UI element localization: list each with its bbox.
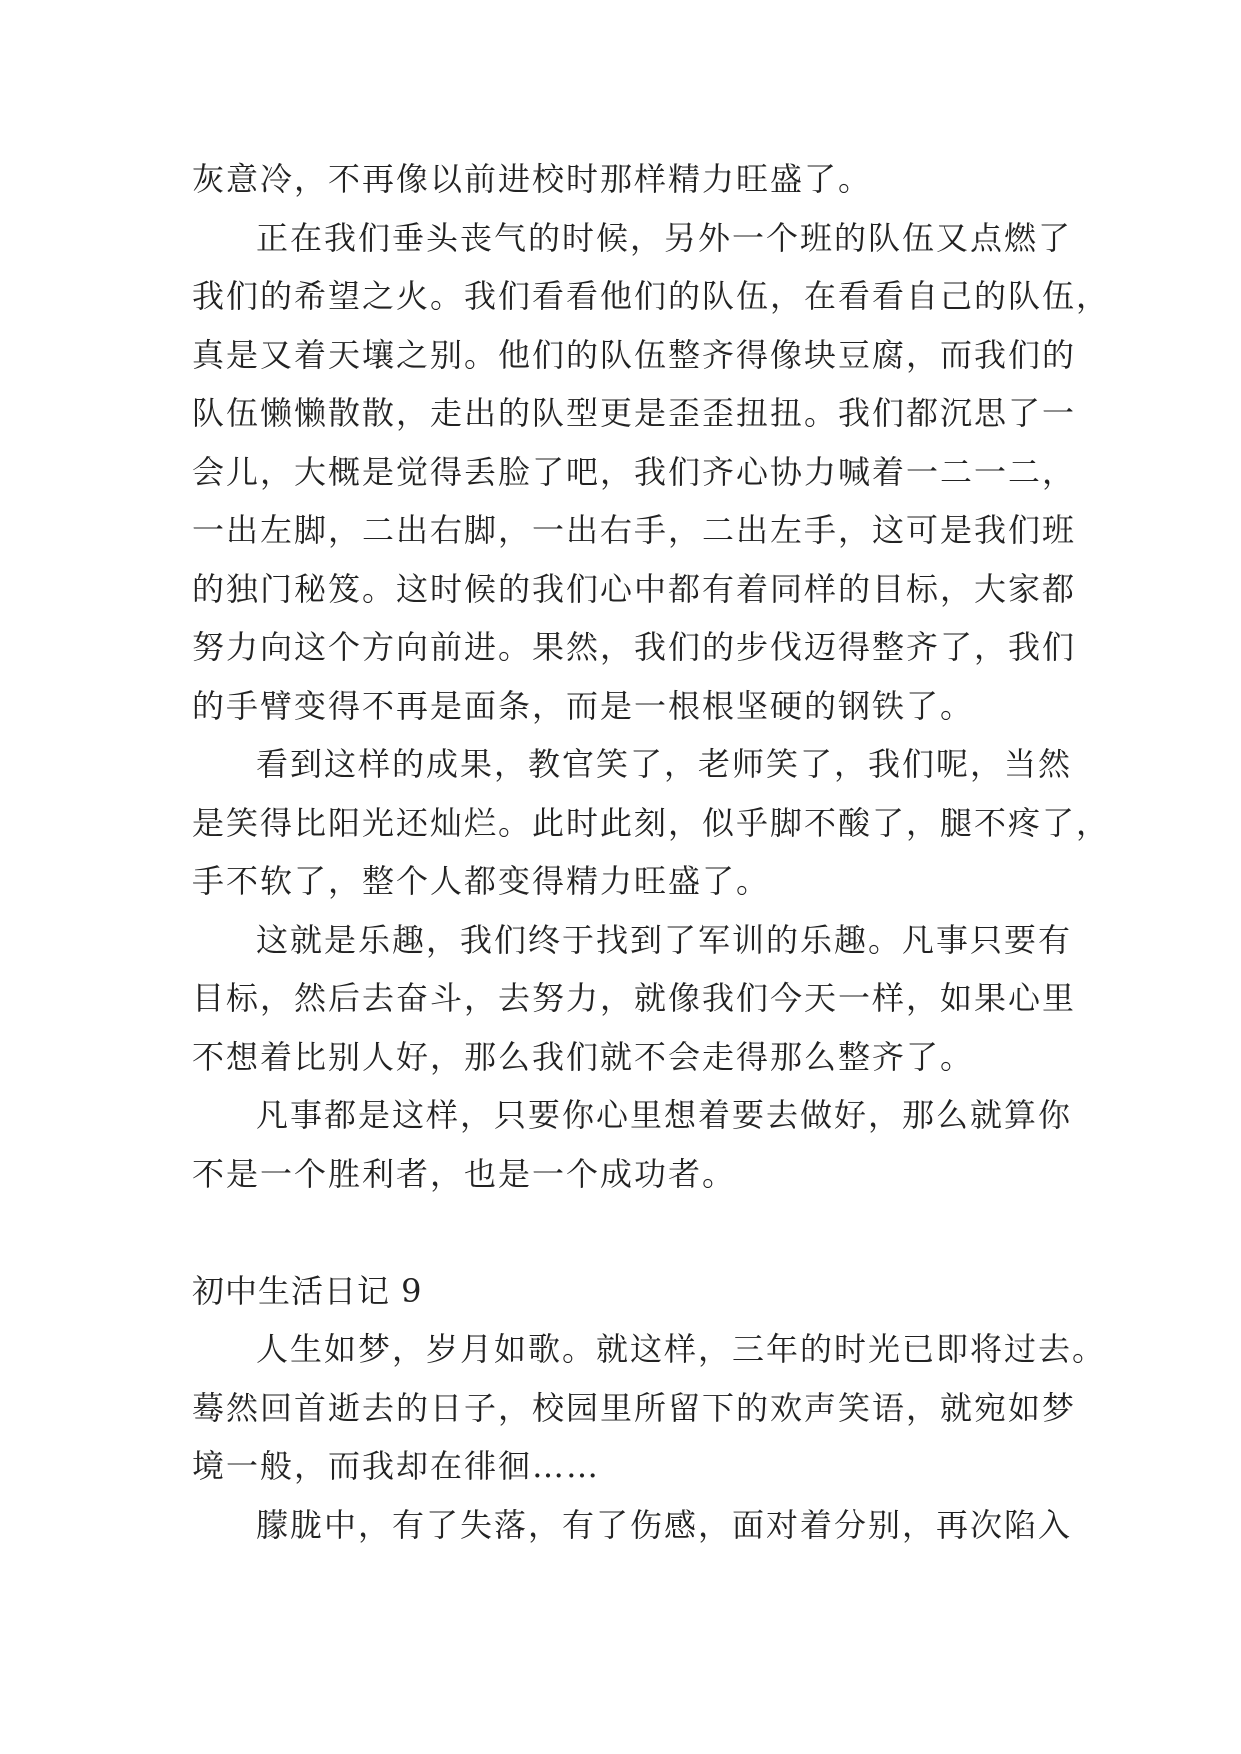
text-line: 手不软了，整个人都变得精力旺盛了。 (192, 862, 771, 900)
text-line: 不是一个胜利者，也是一个成功者。 (192, 1154, 737, 1193)
paragraph-first-line: 人生如梦，岁月如歌。就这样，三年的时光已即将过去。 (256, 1330, 1107, 1368)
section-heading: 初中生活日记 9 (192, 1271, 423, 1310)
paragraph-first-line: 这就是乐趣，我们终于找到了军训的乐趣。凡事只要有 (256, 920, 1073, 959)
text-line: 的独门秘笈。这时候的我们心中都有着同样的目标，大家都 (192, 569, 1077, 608)
text-line: 会儿，大概是觉得丢脸了吧，我们齐心协力喊着一二一二， (192, 452, 1077, 491)
text-line: 蓦然回首逝去的日子，校园里所留下的欢声笑语，就宛如梦 (192, 1388, 1077, 1427)
text-line: 目标，然后去奋斗，去努力，就像我们今天一样，如果心里 (192, 979, 1077, 1017)
text-line: 灰意冷，不再像以前进校时那样精力旺盛了。 (192, 160, 873, 198)
text-line: 努力向这个方向前进。果然，我们的步伐迈得整齐了，我们 (192, 628, 1077, 666)
text-line: 境一般，而我却在徘徊…… (192, 1447, 601, 1485)
text-line: 一出左脚，二出右脚，一出右手，二出左手，这可是我们班 (192, 511, 1077, 549)
paragraph-first-line: 凡事都是这样，只要你心里想着要去做好，那么就算你 (256, 1096, 1073, 1134)
text-line: 队伍懒懒散散，走出的队型更是歪歪扭扭。我们都沉思了一 (192, 394, 1077, 432)
text-line: 不想着比别人好，那么我们就不会走得那么整齐了。 (192, 1037, 975, 1076)
text-line: 真是又着天壤之别。他们的队伍整齐得像块豆腐，而我们的 (192, 335, 1077, 374)
paragraph-first-line: 朦胧中，有了失落，有了伤感，面对着分别，再次陷入 (256, 1505, 1073, 1544)
body-text (192, 150, 1111, 1554)
section-gap (192, 1203, 1062, 1262)
text-line: 的手臂变得不再是面条，而是一根根坚硬的钢铁了。 (192, 686, 975, 725)
text-line: 我们的希望之火。我们看看他们的队伍，在看看自己的队伍， (192, 277, 1111, 315)
text-line: 是笑得比阳光还灿烂。此时此刻，似乎脚不酸了，腿不疼了， (192, 803, 1111, 842)
paragraph-first-line: 看到这样的成果，教官笑了，老师笑了，我们呢，当然 (256, 745, 1073, 783)
paragraph-first-line: 正在我们垂头丧气的时候，另外一个班的队伍又点燃了 (256, 218, 1073, 257)
